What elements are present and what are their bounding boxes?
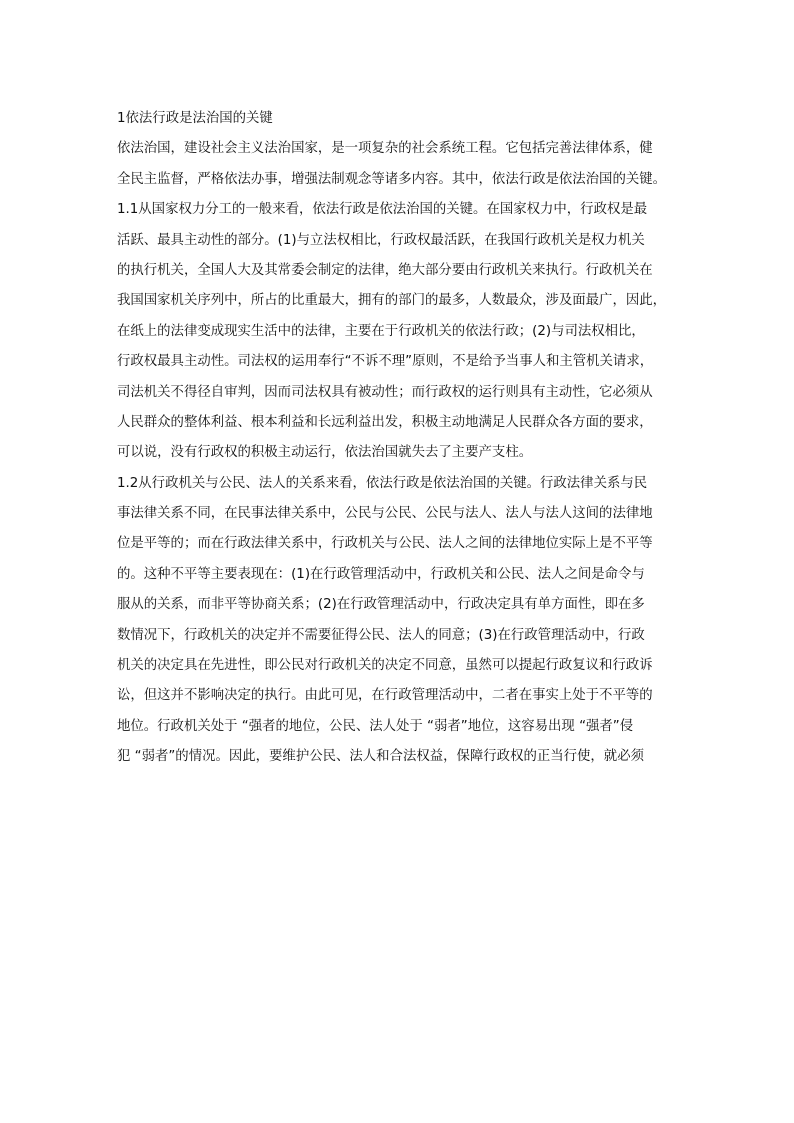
paragraph-line: 可以说，没有行政权的积极主动运行，依法治国就失去了主要产支柱。 bbox=[117, 445, 533, 461]
paragraph-section-1-2 bbox=[117, 469, 679, 773]
paragraph-line: 的。这种不平等主要表现在：(1)在行政管理活动中，行政机关和公民、法人之间是命令与 bbox=[117, 566, 645, 582]
paragraph-line: 机关的决定具在先进性，即公民对行政机关的决定不同意，虽然可以提起行政复议和行政诉 bbox=[117, 658, 653, 674]
paragraph-line: 我国国家机关序列中，所占的比重最大，拥有的部门的最多，人数最众，涉及面最广，因此， bbox=[117, 293, 667, 309]
paragraph-line: 在纸上的法律变成现实生活中的法律，主要在于行政机关的依法行政；(2)与司法权相比， bbox=[117, 323, 645, 339]
paragraph-line: 行政权最具主动性。司法权的运用奉行“不诉不理”原则，不是给予当事人和主管机关请求， bbox=[117, 354, 654, 370]
paragraph-line: 讼，但这并不影响决定的执行。由此可见，在行政管理活动中，二者在事实上处于不平等的 bbox=[117, 688, 653, 704]
paragraph-line: 1.2从行政机关与公民、法人的关系来看，依法行政是依法治国的关键。行政法律关系与民 bbox=[117, 475, 648, 491]
paragraph-line: 的执行机关，全国人大及其常委会制定的法律，绝大部分要由行政机关来执行。行政机关在 bbox=[117, 262, 653, 278]
paragraph-line: 依法治国，建设社会主义法治国家，是一项复杂的社会系统工程。它包括完善法律体系，健 bbox=[117, 141, 653, 157]
paragraph-section-1-1 bbox=[117, 195, 679, 469]
document-body bbox=[117, 104, 679, 773]
paragraph-line: 全民主监督，严格依法办事，增强法制观念等诸多内容。其中，依法行政是依法治国的关键。 bbox=[117, 171, 667, 187]
paragraph-line: 1.1从国家权力分工的一般来看，依法行政是依法治国的关键。在国家权力中，行政权是最 bbox=[117, 202, 648, 218]
paragraph-intro bbox=[117, 134, 679, 195]
paragraph-line: 地位。行政机关处于 “强者的地位，公民、法人处于 “弱者”地位，这容易出现 “强者”侵 bbox=[117, 718, 634, 734]
paragraph-line: 犯 “弱者”的情况。因此，要维护公民、法人和合法权益，保障行政权的正当行使，就必须 bbox=[117, 749, 644, 765]
paragraph-line: 司法机关不得径自审判，因而司法权具有被动性；而行政权的运行则具有主动性，它必须从 bbox=[117, 384, 653, 400]
paragraph-line: 服从的关系，而非平等协商关系；(2)在行政管理活动中，行政决定具有单方面性，即在多 bbox=[117, 597, 645, 613]
paragraph-line: 数情况下，行政机关的决定并不需要征得公民、法人的同意；(3)在行政管理活动中，行政 bbox=[117, 627, 645, 643]
paragraph-line: 位是平等的；而在行政法律关系中，行政机关与公民、法人之间的法律地位实际上是不平等 bbox=[117, 536, 653, 552]
paragraph-line: 事法律关系不同，在民事法律关系中，公民与公民、公民与法人、法人与法人这间的法律地 bbox=[117, 506, 653, 522]
section-heading: 1依法行政是法治国的关键 bbox=[117, 111, 273, 126]
paragraph-line: 活跃、最具主动性的部分。(1)与立法权相比，行政权最活跃，在我国行政机关是权力机关 bbox=[117, 232, 645, 248]
paragraph-line: 人民群众的整体利益、根本利益和长远利益出发，积极主动地满足人民群众各方面的要求， bbox=[117, 414, 653, 430]
